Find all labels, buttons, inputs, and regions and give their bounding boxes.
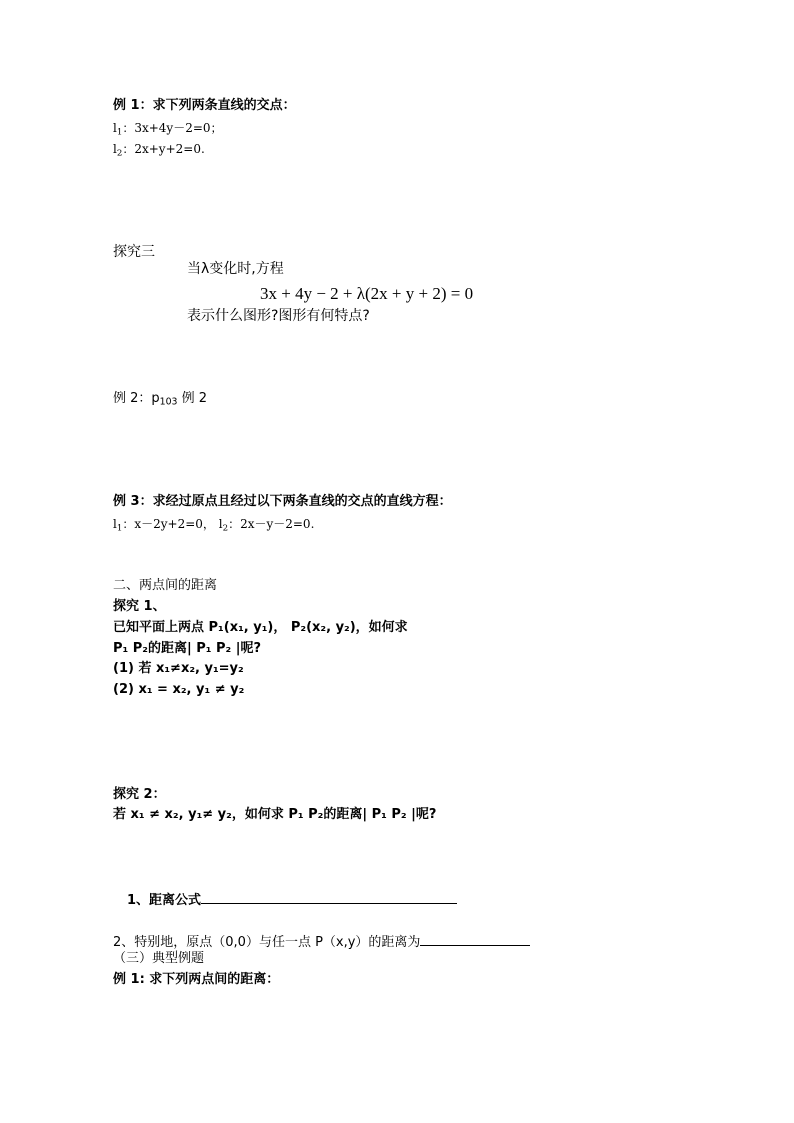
explore2-question: 若 x₁ ≠ x₂, y₁≠ y₂，如何求 P₁ P₂的距离| P₁ P₂ |呢? bbox=[113, 807, 437, 822]
example3-title: 例 3：求经过原点且经过以下两条直线的交点的直线方程： bbox=[113, 494, 452, 509]
explore1-case2: (2) x₁ = x₂, y₁ ≠ y₂ bbox=[113, 682, 245, 697]
typical-heading: （三）典型例题 bbox=[113, 951, 205, 966]
ex3-line1-equation: ：x－2y+2=0， bbox=[122, 517, 215, 531]
example1-line2: $l_2$：2x+y+2=0. bbox=[113, 142, 205, 159]
formula-item2-label: 2、特别地，原点（0,0）与任一点 P（x,y）的距离为 bbox=[113, 935, 421, 950]
example1-line1: $l_1$：3x+4y－2=0； bbox=[113, 121, 223, 138]
formula-item1 bbox=[127, 891, 457, 907]
explore2-heading: 探究 2： bbox=[113, 787, 166, 802]
line1-subscript: 1 bbox=[116, 127, 123, 138]
example1-title: 例 1：求下列两条直线的交点： bbox=[113, 98, 296, 113]
explore1-case1: (1) 若 x₁≠x₂, y₁=y₂ bbox=[113, 661, 244, 676]
explore3-equation: 3x + 4y − 2 + λ(2x + y + 2) = 0 bbox=[260, 284, 474, 303]
example2-label: 例 2： bbox=[113, 391, 152, 406]
ex3-line1-subscript: 1 bbox=[116, 523, 123, 534]
line1-equation: ：3x+4y－2=0； bbox=[122, 121, 223, 135]
explore1-heading: 探究 1、 bbox=[113, 599, 166, 614]
example2-tail: 例 2 bbox=[177, 391, 208, 406]
example2-ref-subscript: 103 bbox=[159, 396, 178, 408]
explore3-heading: 探究三 bbox=[113, 244, 155, 260]
explore3-line3: 表示什么图形?图形有何特点? bbox=[187, 308, 370, 324]
section2-heading: 二、两点间的距离 bbox=[113, 578, 218, 593]
line2-equation: ：2x+y+2=0. bbox=[122, 142, 205, 156]
formula-item1-label: 1、距离公式 bbox=[127, 893, 202, 908]
ex3-line2-subscript: 2 bbox=[222, 523, 229, 534]
formula-blank[interactable] bbox=[201, 891, 457, 904]
explore1-question-line1: 已知平面上两点 P₁(x₁, y₁)， P₂(x₂, y₂)，如何求 bbox=[113, 620, 408, 635]
line2-subscript: 2 bbox=[116, 148, 123, 159]
example2-line bbox=[113, 391, 208, 408]
explore1-question-line2: P₁ P₂的距离| P₁ P₂ |呢? bbox=[113, 641, 262, 656]
example3-lines: $l_1$：x－2y+2=0， $l_2$：2x－y－2=0. bbox=[113, 517, 315, 534]
example2-ref: p bbox=[151, 391, 160, 406]
explore3-line1: 当λ变化时,方程 bbox=[187, 261, 284, 277]
ex3-line2-equation: ：2x－y－2=0. bbox=[228, 517, 315, 531]
typical-example1: 例 1: 求下列两点间的距离： bbox=[113, 972, 280, 987]
formula-item2 bbox=[113, 933, 530, 949]
origin-distance-blank[interactable] bbox=[420, 933, 530, 946]
